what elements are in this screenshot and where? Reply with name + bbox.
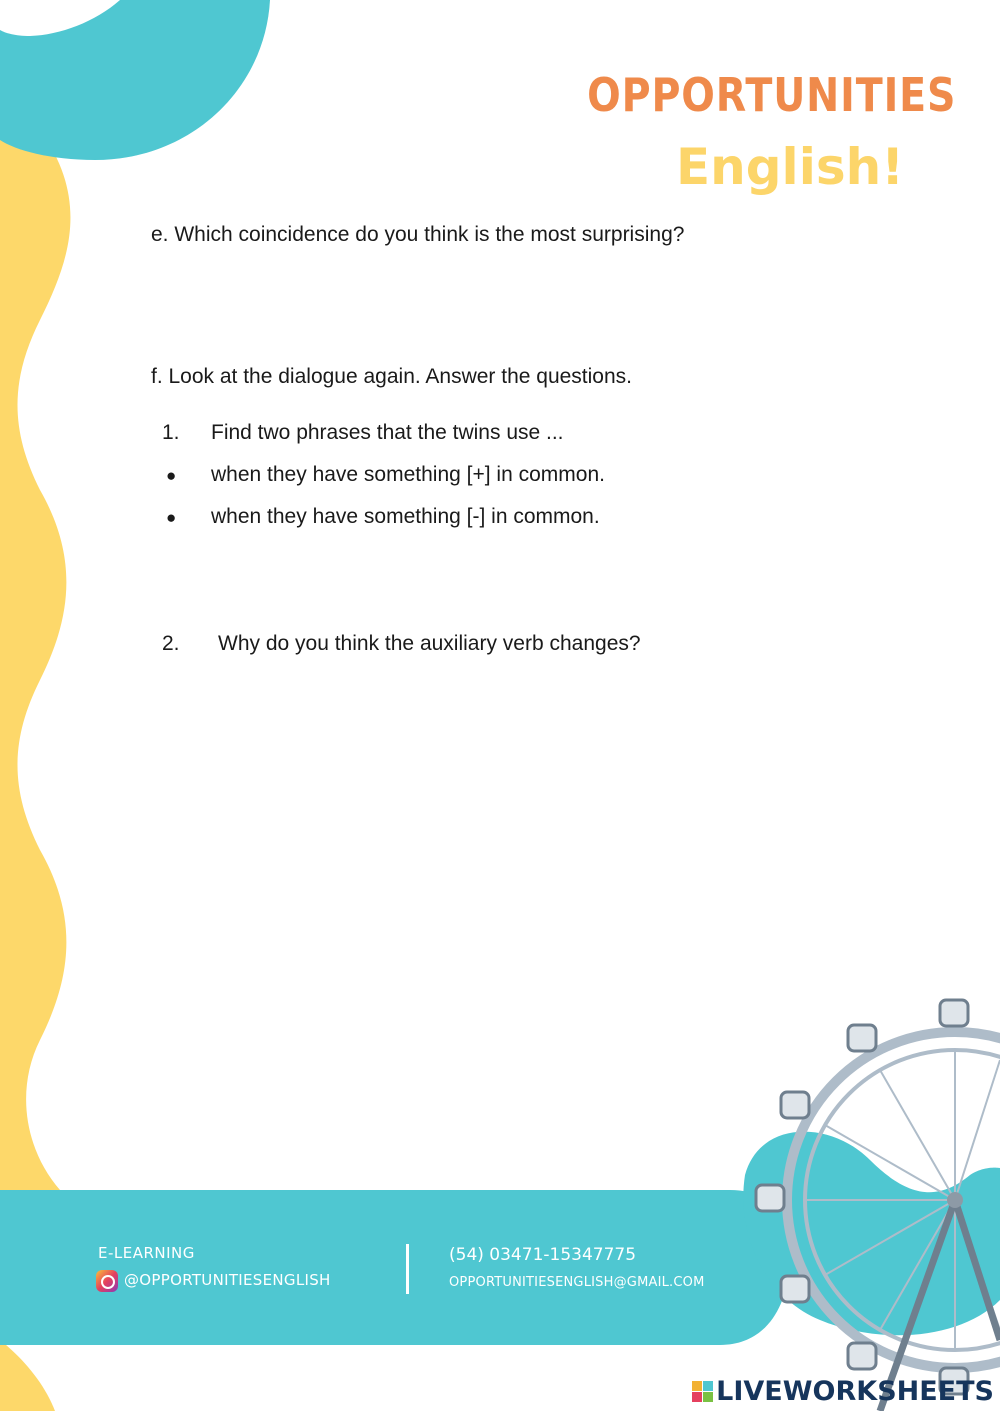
- list-item-2-marker: 2.: [162, 632, 180, 655]
- teal-blob: [743, 1132, 1000, 1336]
- liveworksheets-watermark: [692, 1376, 994, 1407]
- list-item-1-text: Find two phrases that the twins use ...: [211, 421, 564, 444]
- footer-elearning: E-LEARNING: [98, 1244, 195, 1262]
- bullet-1-text: when they have something [+] in common.: [211, 463, 605, 486]
- yellow-wave-border: [0, 130, 70, 1190]
- question-f: f. Look at the dialogue again. Answer the questions.: [151, 365, 633, 388]
- list-item-2-text: Why do you think the auxiliary verb changes?: [218, 632, 641, 655]
- brand-logo-title: OPPORTUNITIES: [586, 68, 956, 122]
- question-e: e. Which coincidence do you think is the most surprising?: [151, 223, 685, 246]
- bullet-2-text: when they have something [-] in common.: [211, 505, 600, 528]
- yellow-corner-bottom: [0, 1340, 55, 1411]
- liveworksheets-text: LIVEWORKSHEETS: [716, 1376, 994, 1407]
- bullet-2-marker: ●: [166, 508, 177, 527]
- footer-phone: (54) 03471-15347775: [449, 1245, 637, 1265]
- footer-instagram-handle[interactable]: @OPPORTUNITIESENGLISH: [124, 1271, 331, 1289]
- bullet-1-marker: ●: [166, 466, 177, 485]
- liveworksheets-logo-icon: [692, 1381, 713, 1402]
- footer-divider: [406, 1244, 409, 1294]
- list-item-1-marker: 1.: [162, 421, 180, 444]
- instagram-icon: [96, 1270, 118, 1292]
- footer-band: [0, 1190, 790, 1345]
- footer-email[interactable]: OPPORTUNITIESENGLISH@GMAIL.COM: [449, 1275, 705, 1290]
- brand-logo-subtitle: English!: [676, 138, 904, 196]
